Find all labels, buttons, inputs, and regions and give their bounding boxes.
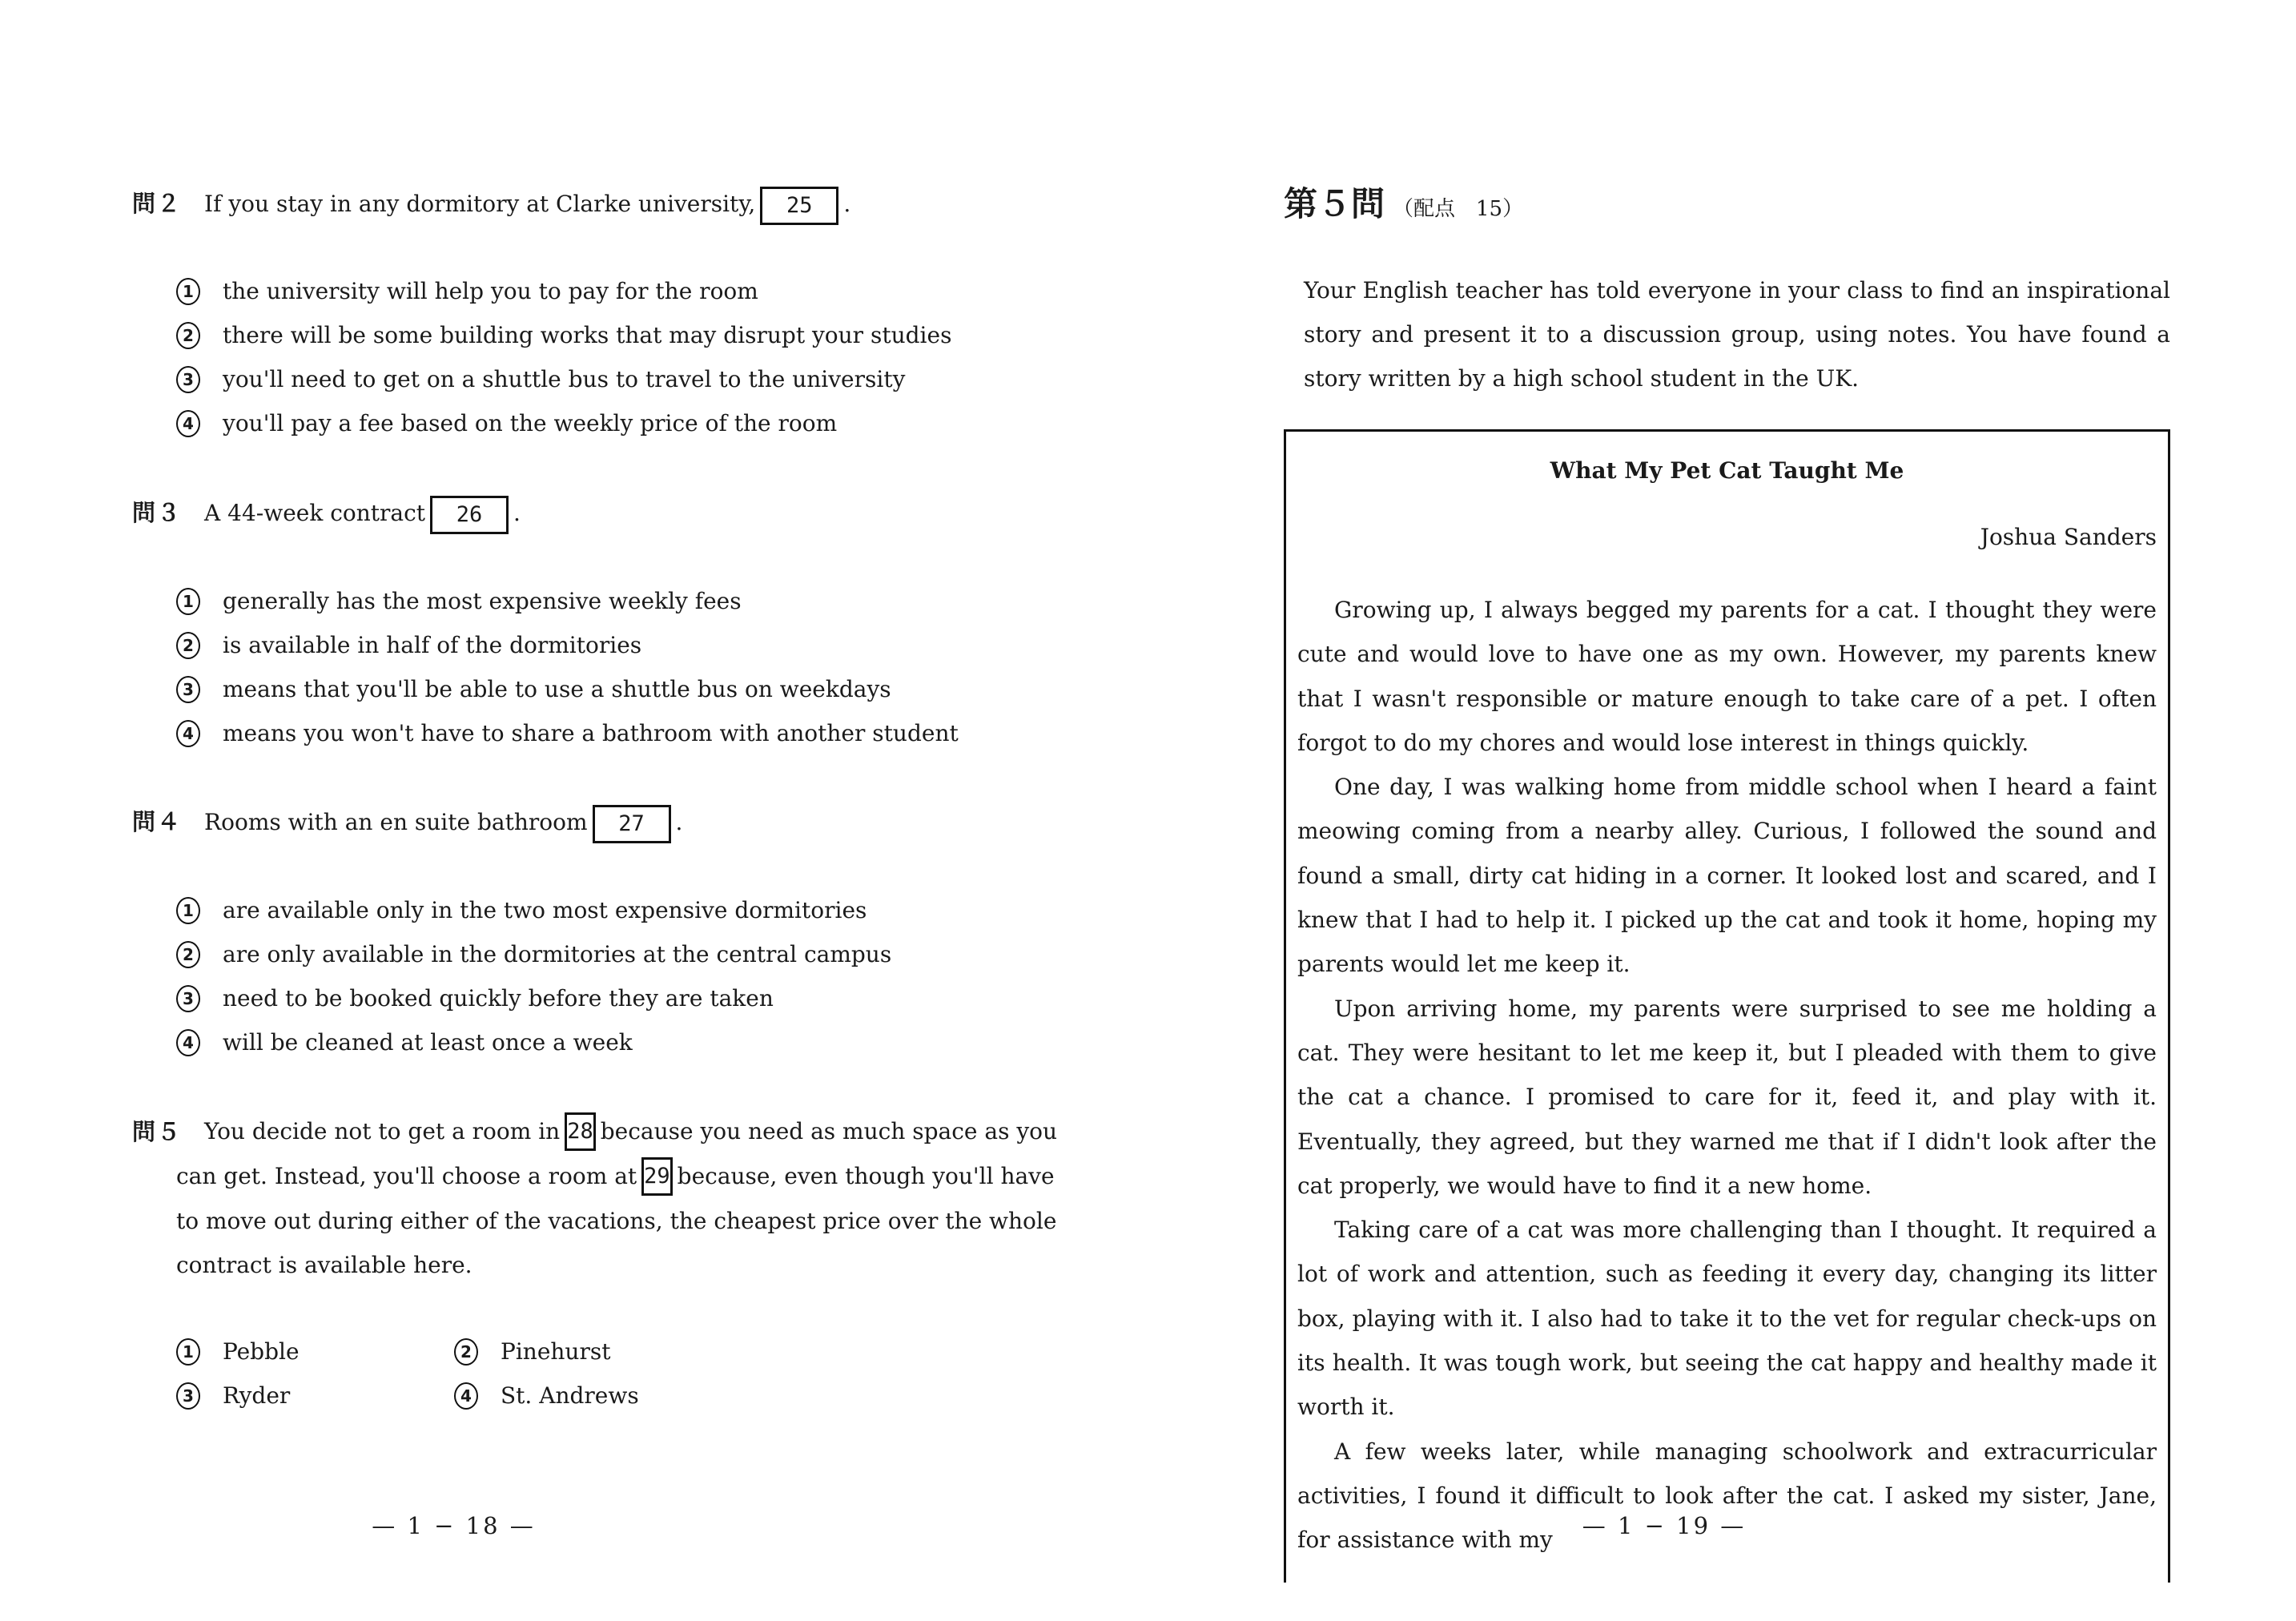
- option-item[interactable]: [454, 1329, 610, 1374]
- question-4-stem: Rooms with an en suite bathroom: [204, 809, 588, 835]
- question-4-period: .: [675, 809, 683, 835]
- option-text: the university will help you to pay for the room: [223, 278, 758, 304]
- right-page: [1148, 0, 2296, 1621]
- instructions-text: Your English teacher has told everyone in your class to find an inspirational story and present it to a discussion group, using notes. You have found a story written by a high school student in the UK.: [1304, 277, 2170, 392]
- story-box: [1284, 429, 2170, 1583]
- story-paragraph: A few weeks later, while managing schoolwork and extracurricular activities, I found it difficult to look after the cat. I asked my sister, Jane, for assistance with my: [1297, 1438, 2157, 1554]
- question-2: [132, 181, 850, 227]
- option-text: are only available in the dormitories at the central campus: [223, 941, 892, 967]
- story-paragraph: One day, I was walking home from middle school when I heard a faint meowing coming from a nearby alley. Curious, I followed the sound and found a small, dirty cat hiding in a corner. It looked lost and scared, and I knew that I had to help it. I picked up the cat and took it home, hoping my parents would let me keep it.: [1297, 774, 2157, 978]
- option-item[interactable]: [176, 976, 891, 1020]
- option-item[interactable]: [176, 888, 891, 932]
- question-4-options: [176, 888, 891, 1064]
- question-3-number: 問３: [132, 499, 183, 526]
- option-number-icon: 4: [176, 410, 200, 437]
- question-2-number: 問２: [132, 190, 183, 217]
- question-3: [132, 490, 521, 536]
- question-4: [132, 799, 682, 845]
- question-5-stem: You decide not to get a room in: [204, 1118, 561, 1144]
- answer-box-26[interactable]: 26: [430, 496, 509, 534]
- question-5-line-3: to move out during either of the vacations, the cheapest price over the whole: [176, 1208, 1057, 1234]
- option-number-icon: 2: [176, 322, 200, 349]
- option-number-icon: 3: [176, 366, 200, 393]
- option-number-icon: 1: [176, 278, 200, 305]
- section-points: （配点 15）: [1393, 197, 1524, 221]
- option-item[interactable]: [176, 357, 951, 401]
- option-item[interactable]: [176, 1020, 891, 1064]
- option-text: will be cleaned at least once a week: [223, 1029, 633, 1056]
- option-number-icon: 4: [176, 720, 200, 747]
- option-text: means that you'll be able to use a shuttle bus on weekdays: [223, 676, 891, 702]
- section-title: 第５問: [1284, 184, 1385, 223]
- option-text: Pebble: [223, 1338, 300, 1365]
- question-5: [132, 1109, 1058, 1154]
- option-number-icon: 3: [176, 985, 200, 1012]
- answer-box-25[interactable]: 25: [760, 187, 838, 225]
- page-number: — 1 − 19 —: [1582, 1512, 1747, 1539]
- option-item[interactable]: [176, 932, 891, 976]
- option-item[interactable]: [176, 313, 951, 357]
- question-2-options: [176, 269, 951, 445]
- option-item[interactable]: [176, 623, 959, 667]
- option-number-icon: 1: [176, 897, 200, 924]
- option-text: need to be booked quickly before they are taken: [223, 985, 774, 1012]
- option-number-icon: 2: [176, 632, 200, 659]
- option-item[interactable]: [176, 667, 959, 711]
- option-number-icon: 3: [176, 1382, 200, 1410]
- option-text: you'll pay a fee based on the weekly price of the room: [223, 410, 838, 436]
- question-3-stem: A 44-week contract: [204, 500, 426, 526]
- story-paragraph: Growing up, I always begged my parents for a cat. I thought they were cute and would love to have one as my own. However, my parents knew that I wasn't responsible or mature enough to take care of a pet. I often forgot to do my chores and would lose interest in things quickly.: [1297, 597, 2157, 756]
- option-number-icon: 3: [176, 676, 200, 703]
- answer-box-28[interactable]: 28: [565, 1112, 596, 1151]
- answer-box-29[interactable]: 29: [641, 1157, 673, 1196]
- option-text: means you won't have to share a bathroom with another student: [223, 720, 959, 746]
- story-title: What My Pet Cat Taught Me: [1550, 457, 1904, 484]
- option-item[interactable]: [176, 1374, 290, 1418]
- question-3-options: [176, 579, 959, 755]
- option-text: Pinehurst: [501, 1338, 611, 1365]
- option-item[interactable]: [176, 579, 959, 623]
- option-text: there will be some building works that may disrupt your studies: [223, 322, 952, 348]
- option-item[interactable]: [176, 401, 951, 445]
- option-text: is available in half of the dormitories: [223, 632, 642, 658]
- story-paragraph: Upon arriving home, my parents were surprised to see me holding a cat. They were hesitant to let me keep it, but I pleaded with them to give the cat a chance. I promised to care for it, feed it, and play with it. Eventually, they agreed, but they warned me that if I didn't look after the cat properly, we would have to find it a new home.: [1297, 995, 2157, 1199]
- answer-box-27[interactable]: 27: [593, 805, 671, 843]
- story-body: [1297, 588, 2157, 1563]
- option-text: are available only in the two most expensive dormitories: [223, 897, 867, 923]
- question-4-number: 問４: [132, 808, 183, 835]
- option-text: you'll need to get on a shuttle bus to travel to the university: [223, 366, 906, 392]
- story-paragraph: Taking care of a cat was more challenging than I thought. It required a lot of work and attention, such as feeding it every day, changing its litter box, playing with it. I also had to take it to the vet for regular check-ups on its health. It was tough work, but seeing the cat happy and healthy made it worth it.: [1297, 1217, 2157, 1421]
- option-number-icon: 4: [176, 1029, 200, 1056]
- option-item[interactable]: [176, 711, 959, 755]
- question-5-line-4: contract is available here.: [176, 1252, 472, 1278]
- section-heading: [1284, 178, 1523, 226]
- option-text: Ryder: [223, 1382, 291, 1409]
- option-number-icon: 2: [454, 1338, 478, 1366]
- question-5-line-2-post: because, even though you'll have: [677, 1162, 1055, 1189]
- story-author: Joshua Sanders: [1980, 524, 2157, 550]
- question-5-line-2-pre: can get. Instead, you'll choose a room at: [176, 1162, 637, 1189]
- question-2-period: .: [843, 191, 851, 217]
- option-text: generally has the most expensive weekly fees: [223, 588, 742, 614]
- option-number-icon: 4: [454, 1382, 478, 1410]
- option-item[interactable]: [176, 269, 951, 313]
- question-2-stem: If you stay in any dormitory at Clarke university,: [204, 191, 756, 217]
- question-5-number: 問５: [132, 1118, 183, 1145]
- page-number: — 1 − 18 —: [372, 1512, 536, 1539]
- question-3-period: .: [513, 500, 521, 526]
- option-number-icon: 2: [176, 941, 200, 968]
- option-number-icon: 1: [176, 1338, 200, 1366]
- question-5-line-2: [176, 1154, 1055, 1198]
- option-item[interactable]: [454, 1374, 639, 1418]
- option-number-icon: 1: [176, 588, 200, 615]
- option-text: St. Andrews: [501, 1382, 639, 1409]
- option-item[interactable]: [176, 1329, 300, 1374]
- question-5-stem-cont: because you need as much space as you: [600, 1118, 1058, 1144]
